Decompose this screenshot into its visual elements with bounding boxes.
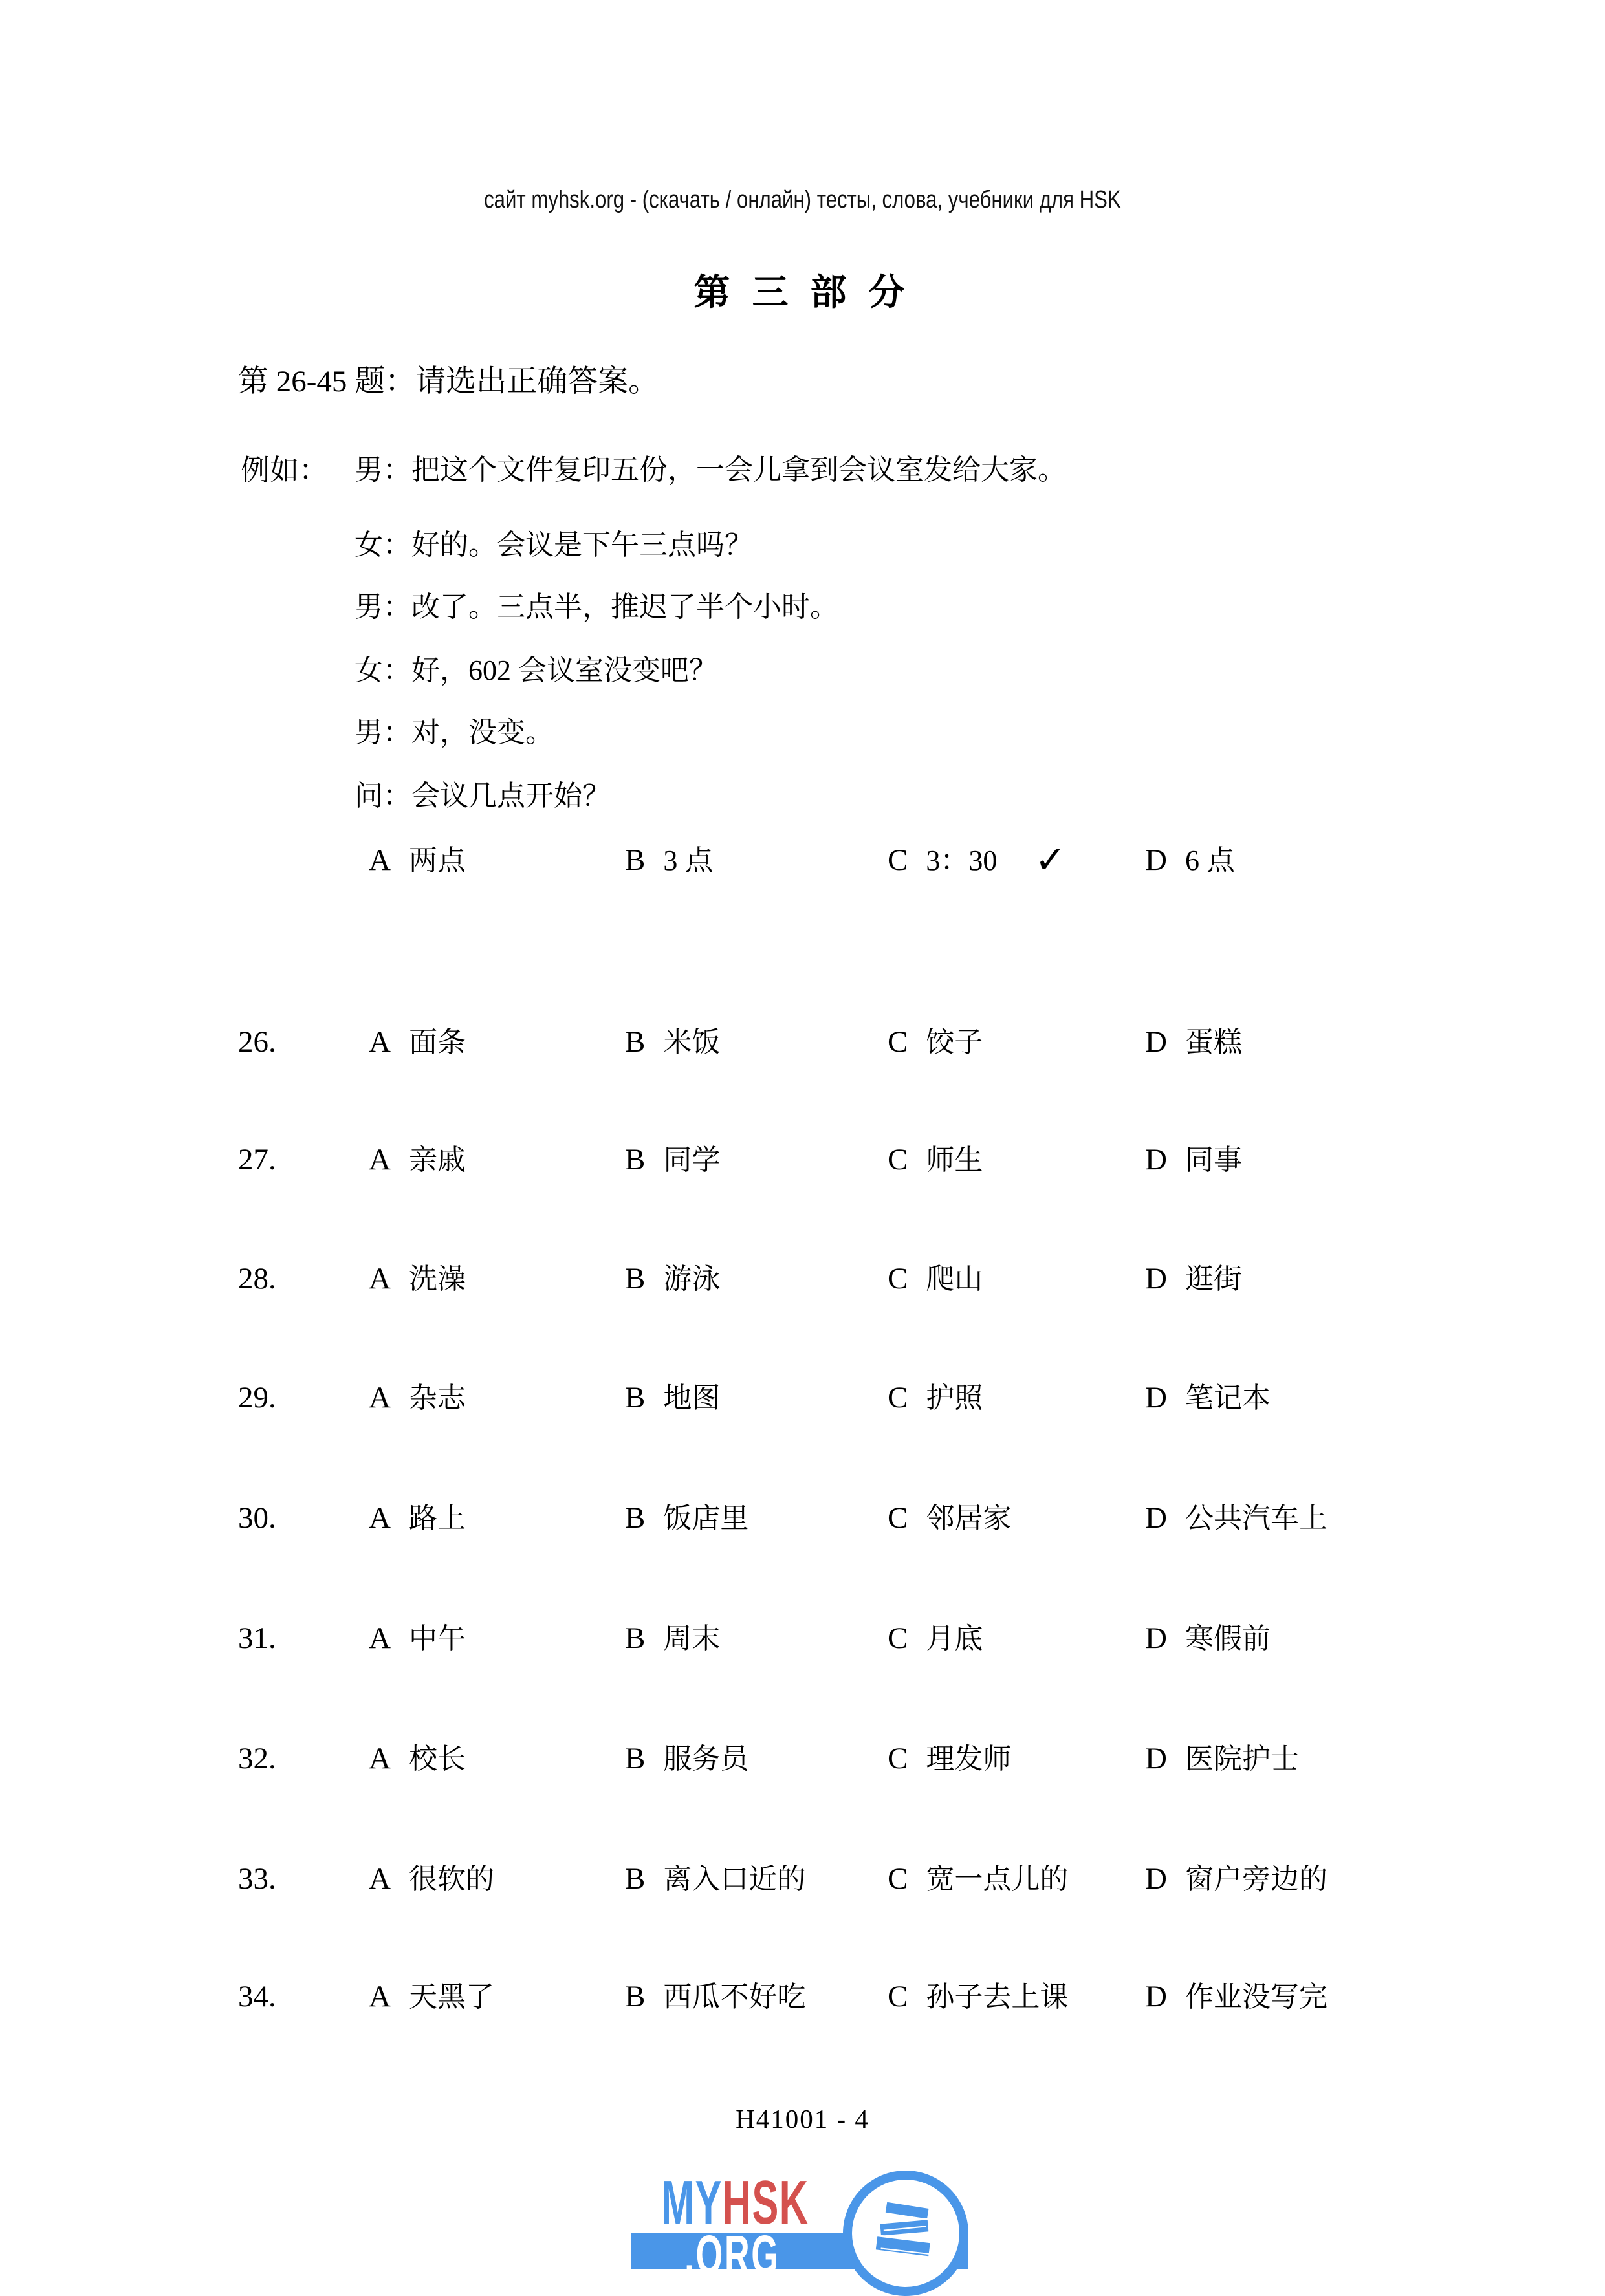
option-letter: B (625, 1262, 646, 1295)
option-letter: A (369, 1980, 391, 2013)
option-text: 寒假前 (1185, 1623, 1271, 1654)
option-text: 杂志 (408, 1382, 466, 1414)
option-d (1145, 1376, 1271, 1426)
option-text: 洗澡 (408, 1263, 466, 1295)
option-b (625, 1376, 720, 1426)
option-b (625, 1857, 805, 1907)
option-text: 月底 (926, 1623, 983, 1654)
option-letter: D (1145, 1262, 1167, 1295)
option-text: 游泳 (663, 1263, 721, 1295)
option-text: 笔记本 (1185, 1382, 1271, 1414)
instruction-text: 第 26-45 题：请选出正确答案。 (238, 365, 659, 398)
option-text: 离入口近的 (663, 1863, 806, 1895)
example-option-a (369, 838, 466, 889)
section-title: 第 三 部 分 (693, 273, 912, 313)
option-letter: A (369, 1621, 391, 1655)
logo-org: .ORG (684, 2224, 780, 2285)
option-letter: C (888, 1025, 908, 1059)
question-number: 30. (238, 1501, 276, 1535)
speaker-label: 男： (355, 591, 411, 623)
option-text: 亲戚 (408, 1144, 466, 1176)
option-text: 理发师 (926, 1743, 1012, 1775)
option-letter: D (1145, 1621, 1167, 1655)
dialogue-text: 把这个文件复印五份，一会儿拿到会议室发给大家。 (411, 454, 1066, 486)
option-letter: D (1145, 1501, 1167, 1535)
option-text: 蛋糕 (1185, 1026, 1242, 1058)
option-letter: C (888, 1742, 908, 1775)
option-c (888, 1497, 1011, 1546)
option-letter: D (1145, 1742, 1167, 1775)
option-a (369, 1257, 466, 1307)
site-header (0, 186, 1605, 214)
option-c (888, 1975, 1068, 2025)
dialogue-text: 对，没变。 (411, 717, 554, 748)
option-text: 同事 (1185, 1144, 1242, 1176)
option-b (625, 1138, 720, 1188)
option-text: 公共汽车上 (1185, 1502, 1327, 1534)
option-d (1145, 1497, 1327, 1546)
option-letter: C (888, 843, 908, 877)
dialogue-text: 好，602 会议室没变吧？ (411, 655, 717, 686)
example-option-b (625, 838, 713, 889)
dialogue-text: 改了。三点半，推迟了半个小时。 (411, 591, 838, 623)
question-number: 34. (238, 1980, 276, 2013)
option-letter: A (369, 1742, 391, 1775)
option-d (1145, 1857, 1327, 1907)
question-number: 26. (238, 1025, 276, 1059)
option-d (1145, 1737, 1299, 1787)
option-text: 作业没写完 (1185, 1981, 1327, 2013)
option-c (888, 1257, 983, 1307)
dialogue-text: 好的。会议是下午三点吗？ (411, 529, 753, 561)
option-a (369, 1617, 466, 1667)
option-letter: D (1145, 1025, 1167, 1059)
option-text: 宽一点儿的 (926, 1863, 1069, 1895)
option-a (369, 1376, 466, 1426)
option-b (625, 1497, 748, 1546)
option-d (1145, 1138, 1242, 1188)
option-letter: A (369, 1501, 391, 1535)
option-a (369, 1138, 466, 1188)
logo-my: MY (661, 2168, 723, 2237)
option-letter: C (888, 1980, 908, 2013)
dialogue-text: 会议几点开始？ (411, 780, 611, 812)
option-letter: B (625, 1025, 646, 1059)
option-text: 两点 (408, 845, 466, 876)
site-header-text: сайт myhsk.org - (скачать / онлайн) тесты, слова, учебники для HSK (484, 186, 1121, 213)
option-b (625, 1737, 748, 1787)
checkmark-icon: ✓ (1034, 839, 1066, 881)
option-text: 饺子 (926, 1026, 983, 1058)
question-number: 32. (238, 1742, 276, 1775)
option-c (888, 1021, 983, 1070)
option-text: 医院护士 (1185, 1743, 1299, 1775)
option-text: 服务员 (663, 1743, 749, 1775)
question-number: 33. (238, 1862, 276, 1896)
logo-circle (843, 2171, 968, 2296)
option-c (888, 1376, 983, 1426)
option-text: 米饭 (663, 1026, 721, 1058)
option-text: 周末 (663, 1623, 721, 1654)
example-label: 例如： (241, 454, 329, 486)
option-letter: A (369, 843, 391, 877)
speaker-label: 问： (355, 780, 411, 812)
option-b (625, 1975, 805, 2025)
option-text: 中午 (408, 1623, 466, 1654)
page-code: H41001 - 4 (736, 2104, 869, 2134)
option-text: 6 点 (1185, 845, 1235, 876)
option-letter: B (625, 1501, 646, 1535)
option-c (888, 1857, 1068, 1907)
option-b (625, 1021, 720, 1070)
option-c (888, 1737, 1011, 1787)
option-text: 师生 (926, 1144, 983, 1176)
option-text: 面条 (408, 1026, 466, 1058)
question-number: 27. (238, 1143, 276, 1176)
option-letter: C (888, 1862, 908, 1896)
option-a (369, 1857, 494, 1907)
option-letter: A (369, 1862, 391, 1896)
option-letter: C (888, 1501, 908, 1535)
option-d (1145, 1257, 1242, 1307)
option-text: 爬山 (926, 1263, 983, 1295)
option-letter: D (1145, 1381, 1167, 1414)
speaker-label: 女： (355, 529, 411, 561)
option-letter: B (625, 1143, 646, 1176)
option-d (1145, 1975, 1327, 2025)
option-text: 路上 (408, 1502, 466, 1534)
speaker-label: 女： (355, 655, 411, 686)
option-text: 逛街 (1185, 1263, 1242, 1295)
option-letter: A (369, 1025, 391, 1059)
option-letter: A (369, 1143, 391, 1176)
example-option-c (888, 838, 1066, 889)
question-number: 29. (238, 1381, 276, 1414)
option-d (1145, 1617, 1271, 1667)
option-letter: C (888, 1381, 908, 1414)
option-letter: D (1145, 843, 1167, 877)
option-letter: C (888, 1621, 908, 1655)
option-text: 邻居家 (926, 1502, 1012, 1534)
option-letter: D (1145, 1980, 1167, 2013)
option-d (1145, 1021, 1242, 1070)
option-letter: A (369, 1262, 391, 1295)
option-letter: B (625, 1621, 646, 1655)
option-letter: B (625, 1381, 646, 1414)
question-number: 28. (238, 1262, 276, 1295)
option-letter: B (625, 1980, 646, 2013)
question-number: 31. (238, 1621, 276, 1655)
option-text: 很软的 (408, 1863, 494, 1895)
speaker-label: 男： (355, 454, 411, 486)
option-c (888, 1617, 983, 1667)
option-c (888, 1138, 983, 1188)
option-letter: B (625, 843, 646, 877)
option-b (625, 1617, 720, 1667)
option-text: 西瓜不好吃 (663, 1981, 806, 2013)
option-letter: A (369, 1381, 391, 1414)
option-text: 校长 (408, 1743, 466, 1775)
option-letter: C (888, 1262, 908, 1295)
option-a (369, 1975, 494, 2025)
option-text: 护照 (926, 1382, 983, 1414)
option-letter: B (625, 1742, 646, 1775)
option-text: 3 点 (663, 845, 714, 876)
option-letter: D (1145, 1143, 1167, 1176)
option-text: 天黑了 (408, 1981, 494, 2013)
option-letter: B (625, 1862, 646, 1896)
option-text: 孙子去上课 (926, 1981, 1069, 2013)
speaker-label: 男： (355, 717, 411, 748)
option-letter: C (888, 1143, 908, 1176)
example-option-d (1145, 838, 1235, 889)
option-text: 窗户旁边的 (1185, 1863, 1327, 1895)
option-text: 饭店里 (663, 1502, 749, 1534)
option-a (369, 1021, 466, 1070)
option-text: 3：30 (926, 845, 998, 876)
books-icon (864, 2192, 947, 2275)
option-a (369, 1737, 466, 1787)
option-text: 同学 (663, 1144, 721, 1176)
logo-hsk: HSK (722, 2168, 809, 2237)
option-a (369, 1497, 466, 1546)
option-text: 地图 (663, 1382, 721, 1414)
option-b (625, 1257, 720, 1307)
option-letter: D (1145, 1862, 1167, 1896)
